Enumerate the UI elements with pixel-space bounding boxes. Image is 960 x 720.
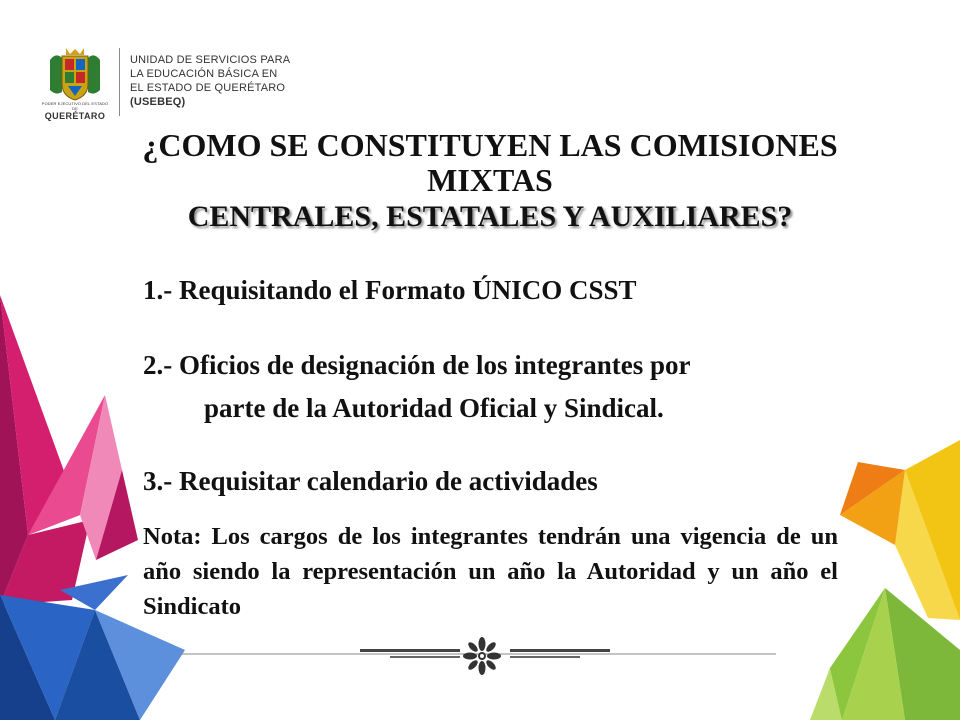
list-item-3: 3.- Requisitar calendario de actividades <box>143 466 598 496</box>
organization-name-line: LA EDUCACIÓN BÁSICA EN <box>130 68 278 80</box>
slide-title-line-1: ¿COMO SE CONSTITUYEN LAS COMISIONES <box>142 127 838 163</box>
list-item-2-continuation: parte de la Autoridad Oficial y Sindical. <box>204 393 664 423</box>
organization-name-line: EL ESTADO DE QUERÉTARO <box>130 82 286 94</box>
list-item-2: 2.- Oficios de designación de los integrantes por <box>143 350 691 380</box>
state-seal-icon <box>48 46 102 102</box>
state-logo-text <box>40 101 110 121</box>
logo-divider <box>119 48 120 116</box>
organization-name-line: UNIDAD DE SERVICIOS PARA <box>130 54 291 66</box>
slide-subtitle: CENTRALES, ESTATALES Y AUXILIARES? <box>187 200 793 233</box>
ornament-flower-icon <box>463 637 501 675</box>
state-logo-small-text: PODER EJECUTIVO DEL ESTADO DE <box>41 101 109 111</box>
organization-acronym: (USEBEQ) <box>130 96 186 108</box>
header-logo <box>40 44 310 120</box>
slide-title-line-2: MIXTAS <box>427 162 553 198</box>
state-logo-name: QUERÉTARO <box>44 111 106 121</box>
organization-name <box>130 53 290 109</box>
ornament-divider <box>180 632 780 682</box>
note-paragraph: Nota: Los cargos de los integrantes tendrán una vigencia de un año siendo la representación un año la Autoridad y un año el Sindicato <box>143 523 838 620</box>
list-item-1: 1.- Requisitando el Formato ÚNICO CSST <box>143 275 637 305</box>
